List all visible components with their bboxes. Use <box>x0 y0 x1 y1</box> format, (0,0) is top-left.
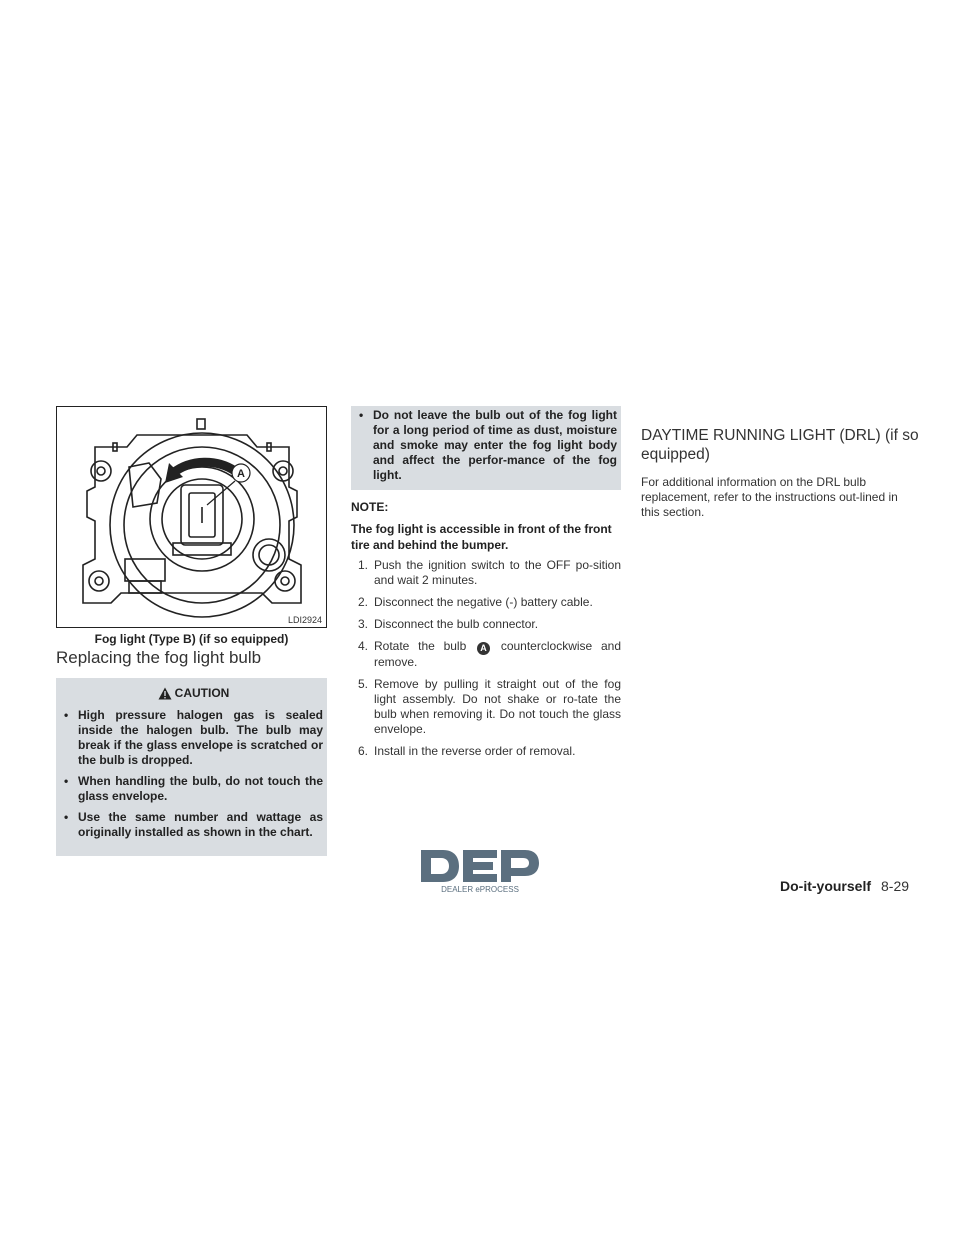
step-item: 3. Disconnect the bulb connector. <box>358 617 539 631</box>
figure-caption: Fog light (Type B) (if so equipped) <box>94 632 289 646</box>
footer-section: Do-it-yourself <box>780 878 871 894</box>
drl-text: For additional information on the DRL bulb replacement, refer to the instructions out-lined in this section. <box>641 475 898 519</box>
warning-icon <box>158 687 172 700</box>
caution-item: • High pressure halogen gas is sealed inside the halogen bulb. The bulb may break if the glass envelope is scratched or the bulb is dropped. <box>64 708 323 767</box>
figure-label-a: A <box>237 468 245 480</box>
caution-item: • When handling the bulb, do not touch the glass envelope. <box>64 774 323 803</box>
caution-list <box>64 708 323 840</box>
step-item: 6. Install in the reverse order of removal. <box>358 744 576 758</box>
step-item: 4. Rotate the bulb A counterclockwise and remove. <box>358 639 621 669</box>
drl-title: DAYTIME RUNNING LIGHT (DRL) (if so equipped) <box>641 427 919 463</box>
caution-continued-box <box>351 406 621 490</box>
note-label: NOTE: <box>351 500 389 514</box>
step-item: 2. Disconnect the negative (-) battery cable. <box>358 595 593 609</box>
ref-a-icon: A <box>477 642 490 655</box>
section-title: Replacing the fog light bulb <box>56 648 262 667</box>
logo-subtext: DEALER ePROCESS <box>441 885 519 894</box>
note-text: The fog light is accessible in front of the front tire and behind the bumper. <box>351 522 612 552</box>
caution-item: • Do not leave the bulb out of the fog light for a long period of time as dust, moisture and smoke may enter the fog light body and affect the perfor-mance of the fog light. <box>359 408 617 482</box>
fog-light-diagram <box>57 407 326 627</box>
steps-list <box>351 558 621 766</box>
page-number: 8-29 <box>881 878 910 894</box>
caution-box <box>56 678 327 856</box>
figure-code: LDI2924 <box>287 615 322 625</box>
step-item: 1. Push the ignition switch to the OFF po-sition and wait 2 minutes. <box>358 558 621 587</box>
step-item: 5. Remove by pulling it straight out of the fog light assembly. Do not shake or ro-tate the bulb when removing it. Do not touch the glass envelope. <box>358 677 621 736</box>
caution-item: • Use the same number and wattage as originally installed as shown in the chart. <box>64 810 323 839</box>
fog-light-figure <box>56 406 327 628</box>
caution-continued-list <box>359 408 617 483</box>
caution-title: CAUTION <box>174 686 230 700</box>
dealer-eprocess-logo <box>417 846 543 894</box>
caution-heading <box>64 684 323 702</box>
